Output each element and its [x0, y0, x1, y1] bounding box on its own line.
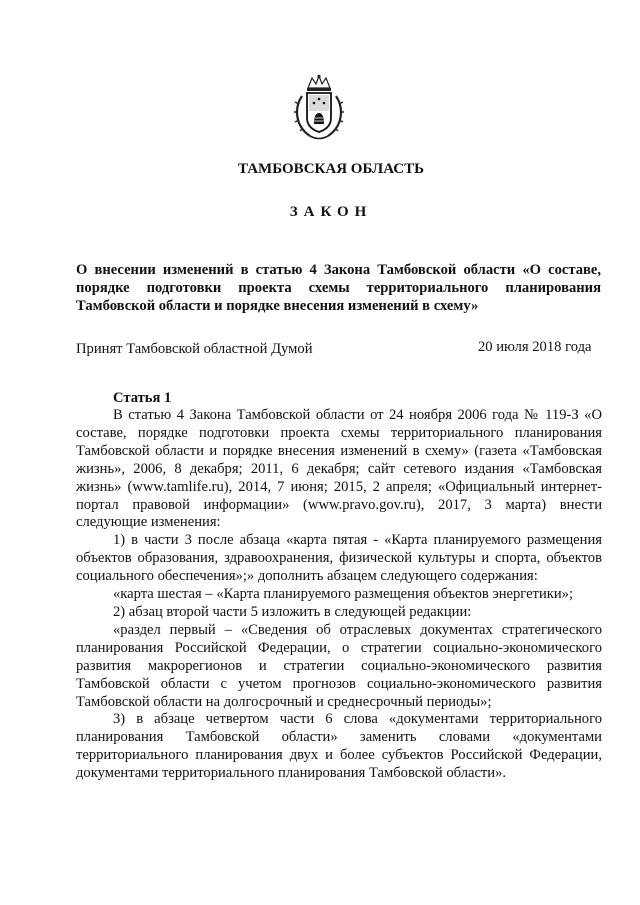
amendment-item: 3) в абзаце четвертом части 6 слова «документами территориального планирования Тамбовской области» заменить словами «документами территориального планирования двух и более субъектов Российской Федерации, документами территориального планирования Тамбовской области».: [76, 711, 602, 782]
adoption-date: 20 июля 2018 года: [478, 339, 592, 355]
article-body: [76, 407, 602, 783]
article-heading: Статья 1: [113, 390, 172, 406]
law-title: О внесении изменений в статью 4 Закона Тамбовской области «О составе, порядке подготовки проекта схемы территориального планирования Тамбовской области и порядке внесения изменений в схему»: [76, 262, 601, 314]
adopted-by: Принят Тамбовской областной Думой: [76, 341, 313, 357]
document-type: ЗАКОН: [289, 204, 373, 220]
amendment-text: «карта шестая – «Карта планируемого размещения объектов энергетики»;: [113, 586, 574, 603]
coat-of-arms-emblem: [290, 74, 348, 142]
amendment-item: 2) абзац второй части 5 изложить в следующей редакции:: [113, 603, 472, 620]
article-paragraph: В статью 4 Закона Тамбовской области от 24 ноября 2006 года № 119-З «О составе, порядке подготовки проекта схемы территориального планирования Тамбовской области и порядке внесения изменений в схему» (газета «Тамбовская жизнь», 2006, 8 декабря; 2011, 6 декабря; сайт сетевого издания «Тамбовская жизнь» (www.tamlife.ru), 2014, 7 июня; 2015, 2 апреля; «Официальный интернет-портал правовой информации» (www.pravo.gov.ru), 2017, 3 марта) внести следующие изменения:: [76, 407, 602, 531]
amendment-text: «раздел первый – «Сведения об отраслевых документах стратегического планирования Российской Федерации, о стратегии социально-экономического развития макрорегионов и стратегии социально-экономического развития Тамбовской области с учетом прогнозов социально-экономического развития Тамбовской области на долгосрочный и среднесрочный периоды»;: [76, 621, 602, 710]
amendment-item: 1) в части 3 после абзаца «карта пятая - «Карта планируемого размещения объектов образования, здравоохранения, физической культуры и спорта, объектов социального обеспечения»;» дополнить абзацем следующего содержания:: [76, 532, 602, 585]
region-name: ТАМБОВСКАЯ ОБЛАСТЬ: [237, 161, 425, 177]
